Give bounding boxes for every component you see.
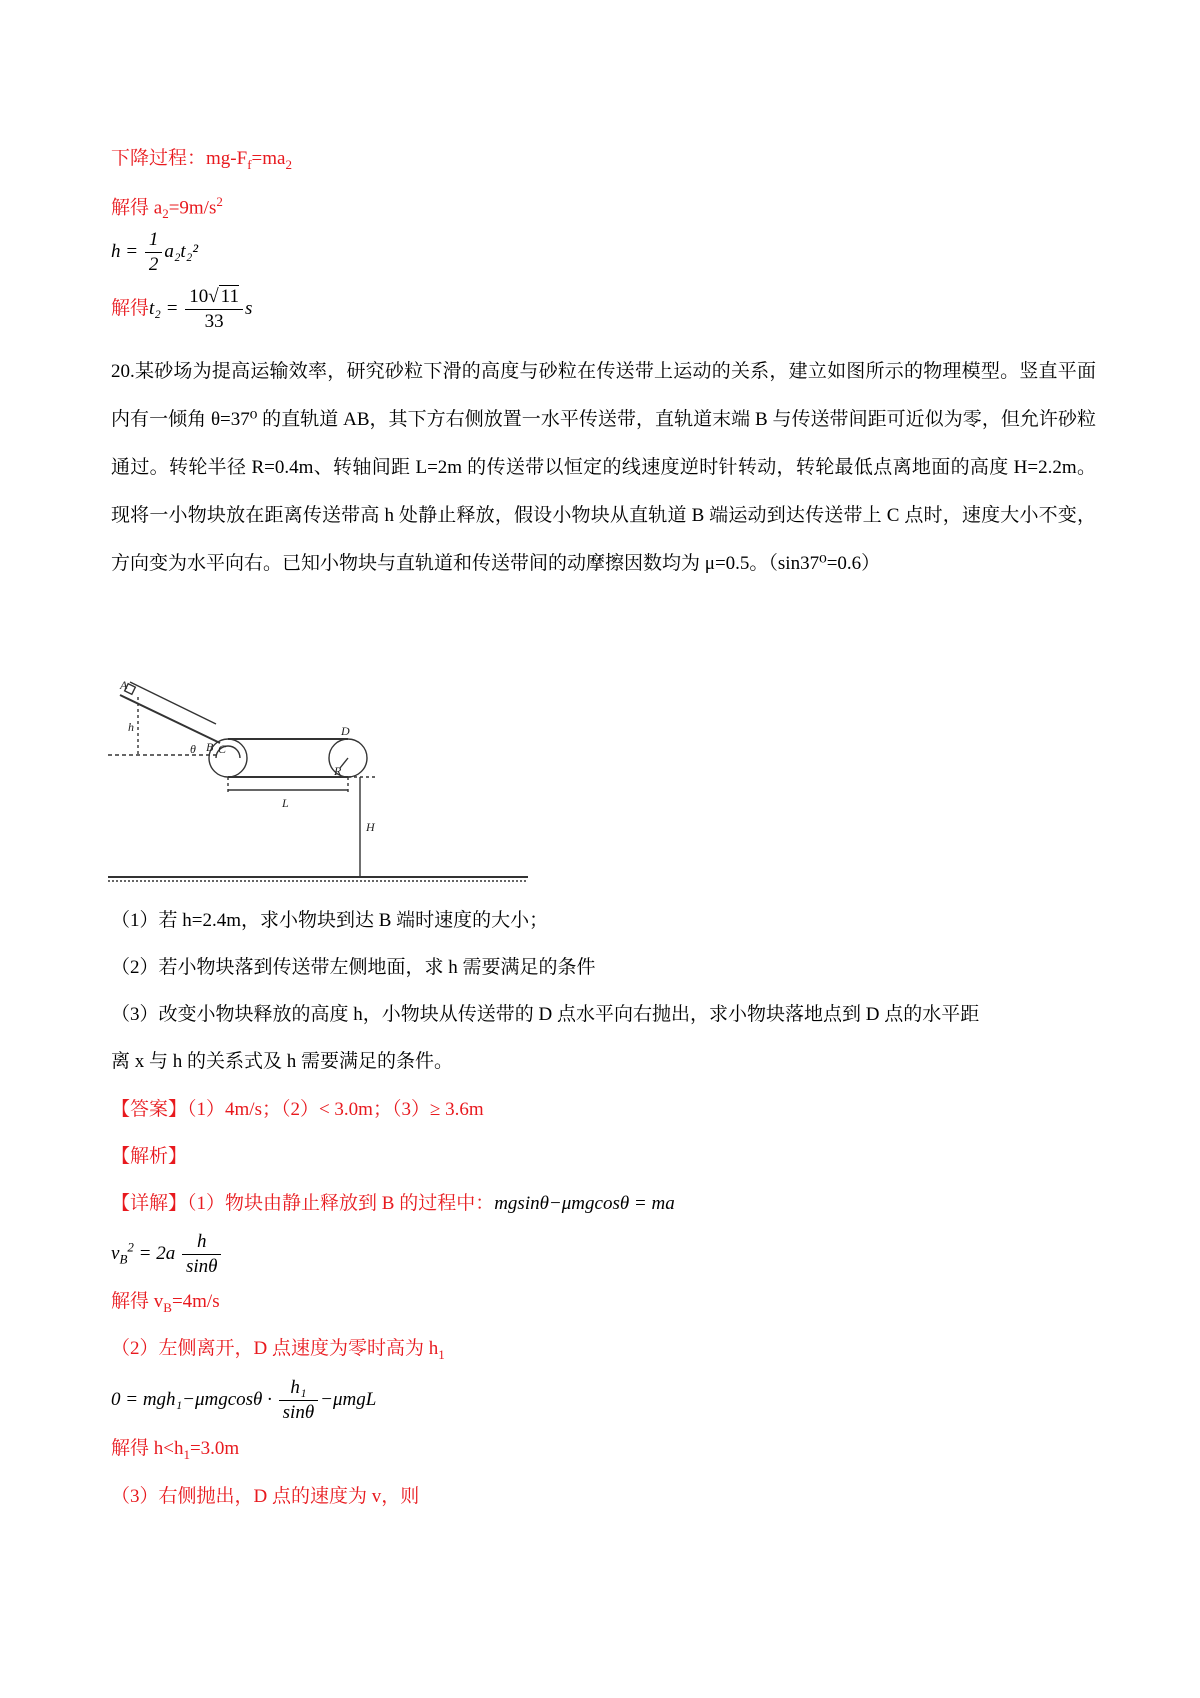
label-C: C <box>218 742 227 756</box>
h1-solution: 解得 $h<h_1=3.0m$ <box>111 1438 240 1462</box>
answer-line <box>111 1097 484 1123</box>
question-3-line-2: 离 x 与 h 的关系式及 h 需要满足的条件。 <box>111 1051 454 1072</box>
vb-fraction: $\frac{h}{\sin\theta}$ <box>182 1230 222 1279</box>
energy-equation: 0 = mgh₁−μmgcosθ · $\frac{\text{h₁}}{\sin\theta}$ −μmgL <box>111 1377 377 1423</box>
question-3-line-1: （3）改变小物块释放的高度 h，小物块从传送带的 D 点水平向右抛出，求小物块落地点到 D 点的水平距 <box>111 1004 980 1025</box>
detail-part-2: （2）左侧离开，D 点速度为零时高为 $h_1$ <box>111 1338 445 1362</box>
problem-20-text: 20.某砂场为提高运输效率，研究砂粒下滑的高度与砂粒在传送带上运动的关系，建立如图所示的物理模型。竖直平面内有一倾角 θ=37⁰ 的直轨道 AB，其下方右侧放置一水平传送带，直轨道末端 B 与传送带间距可近似为零，但允许砂粒通过。转轮半径 R=0.4m、转轴间距 L=2m 的传送带以恒定的线速度逆时针转动，转轮最低点离地面的高度 H=2.2m。现将一小物块放在距离传送带高 h 处静止释放，假设小物块从直轨道 B 端运动到达传送带上 C 点时，速度大小不变，方向变为水平向右。已知小物块与直轨道和传送带间的动摩擦因数均为 μ=0.5。（sin37⁰=0.6） <box>111 361 1096 574</box>
label-h: h <box>128 720 134 734</box>
detail-part-3: （3）右侧抛出，D 点的速度为 v，则 <box>111 1486 420 1507</box>
question-1: （1）若 h=2.4m，求小物块到达 B 端时速度的大小； <box>111 910 549 931</box>
answer-tag: 【答案】 <box>111 1099 188 1120</box>
t2-fraction: $\frac{10√ 11}{33}$ <box>185 285 243 334</box>
label-L: L <box>282 796 289 810</box>
question-2: （2）若小物块落到传送带左侧地面，求 h 需要满足的条件 <box>111 957 596 978</box>
descent-label: 下降过程： <box>111 148 207 169</box>
vb-solution: 解得 $v_B=4m/s$ <box>111 1291 220 1315</box>
label-H: H <box>366 820 375 834</box>
answer-text: （1）4m/s；（2）< 3.0m；（3）≥ 3.6m <box>187 1099 484 1120</box>
label-D: D <box>341 724 350 738</box>
label-B: B <box>206 740 214 754</box>
detail-part-1: 【详解】（1）物块由静止释放到 B 的过程中：mgsinθ−μmgcosθ = ma <box>111 1193 675 1214</box>
vb-equation: $v_B^2 = 2a$ $\frac{h}{\sin\theta}$ <box>111 1230 223 1279</box>
descent-process-line: 下降过程：$mg-F_f=ma_2$ <box>111 148 292 172</box>
label-A: A <box>120 678 128 692</box>
detail-tag: 【详解】 <box>111 1193 188 1214</box>
analysis-tag: 【解析】 <box>111 1146 188 1167</box>
fraction-half: $\frac{1}{2}$ <box>145 228 163 277</box>
label-theta: θ <box>190 742 196 756</box>
label-R: R <box>334 764 342 778</box>
t2-solution: 解得t₂ = $\frac{10√ 11}{33}$ s <box>111 286 253 332</box>
conveyor-diagram <box>108 677 568 890</box>
h-equation: h = $\frac{1}{2}$ a₂t₂² <box>111 229 199 275</box>
h1-fraction: $\frac{\text{h₁}}{\sin\theta}$ <box>279 1376 319 1425</box>
solve-a2-line: 解得 $a_2=9m/s^2$ <box>111 194 223 222</box>
